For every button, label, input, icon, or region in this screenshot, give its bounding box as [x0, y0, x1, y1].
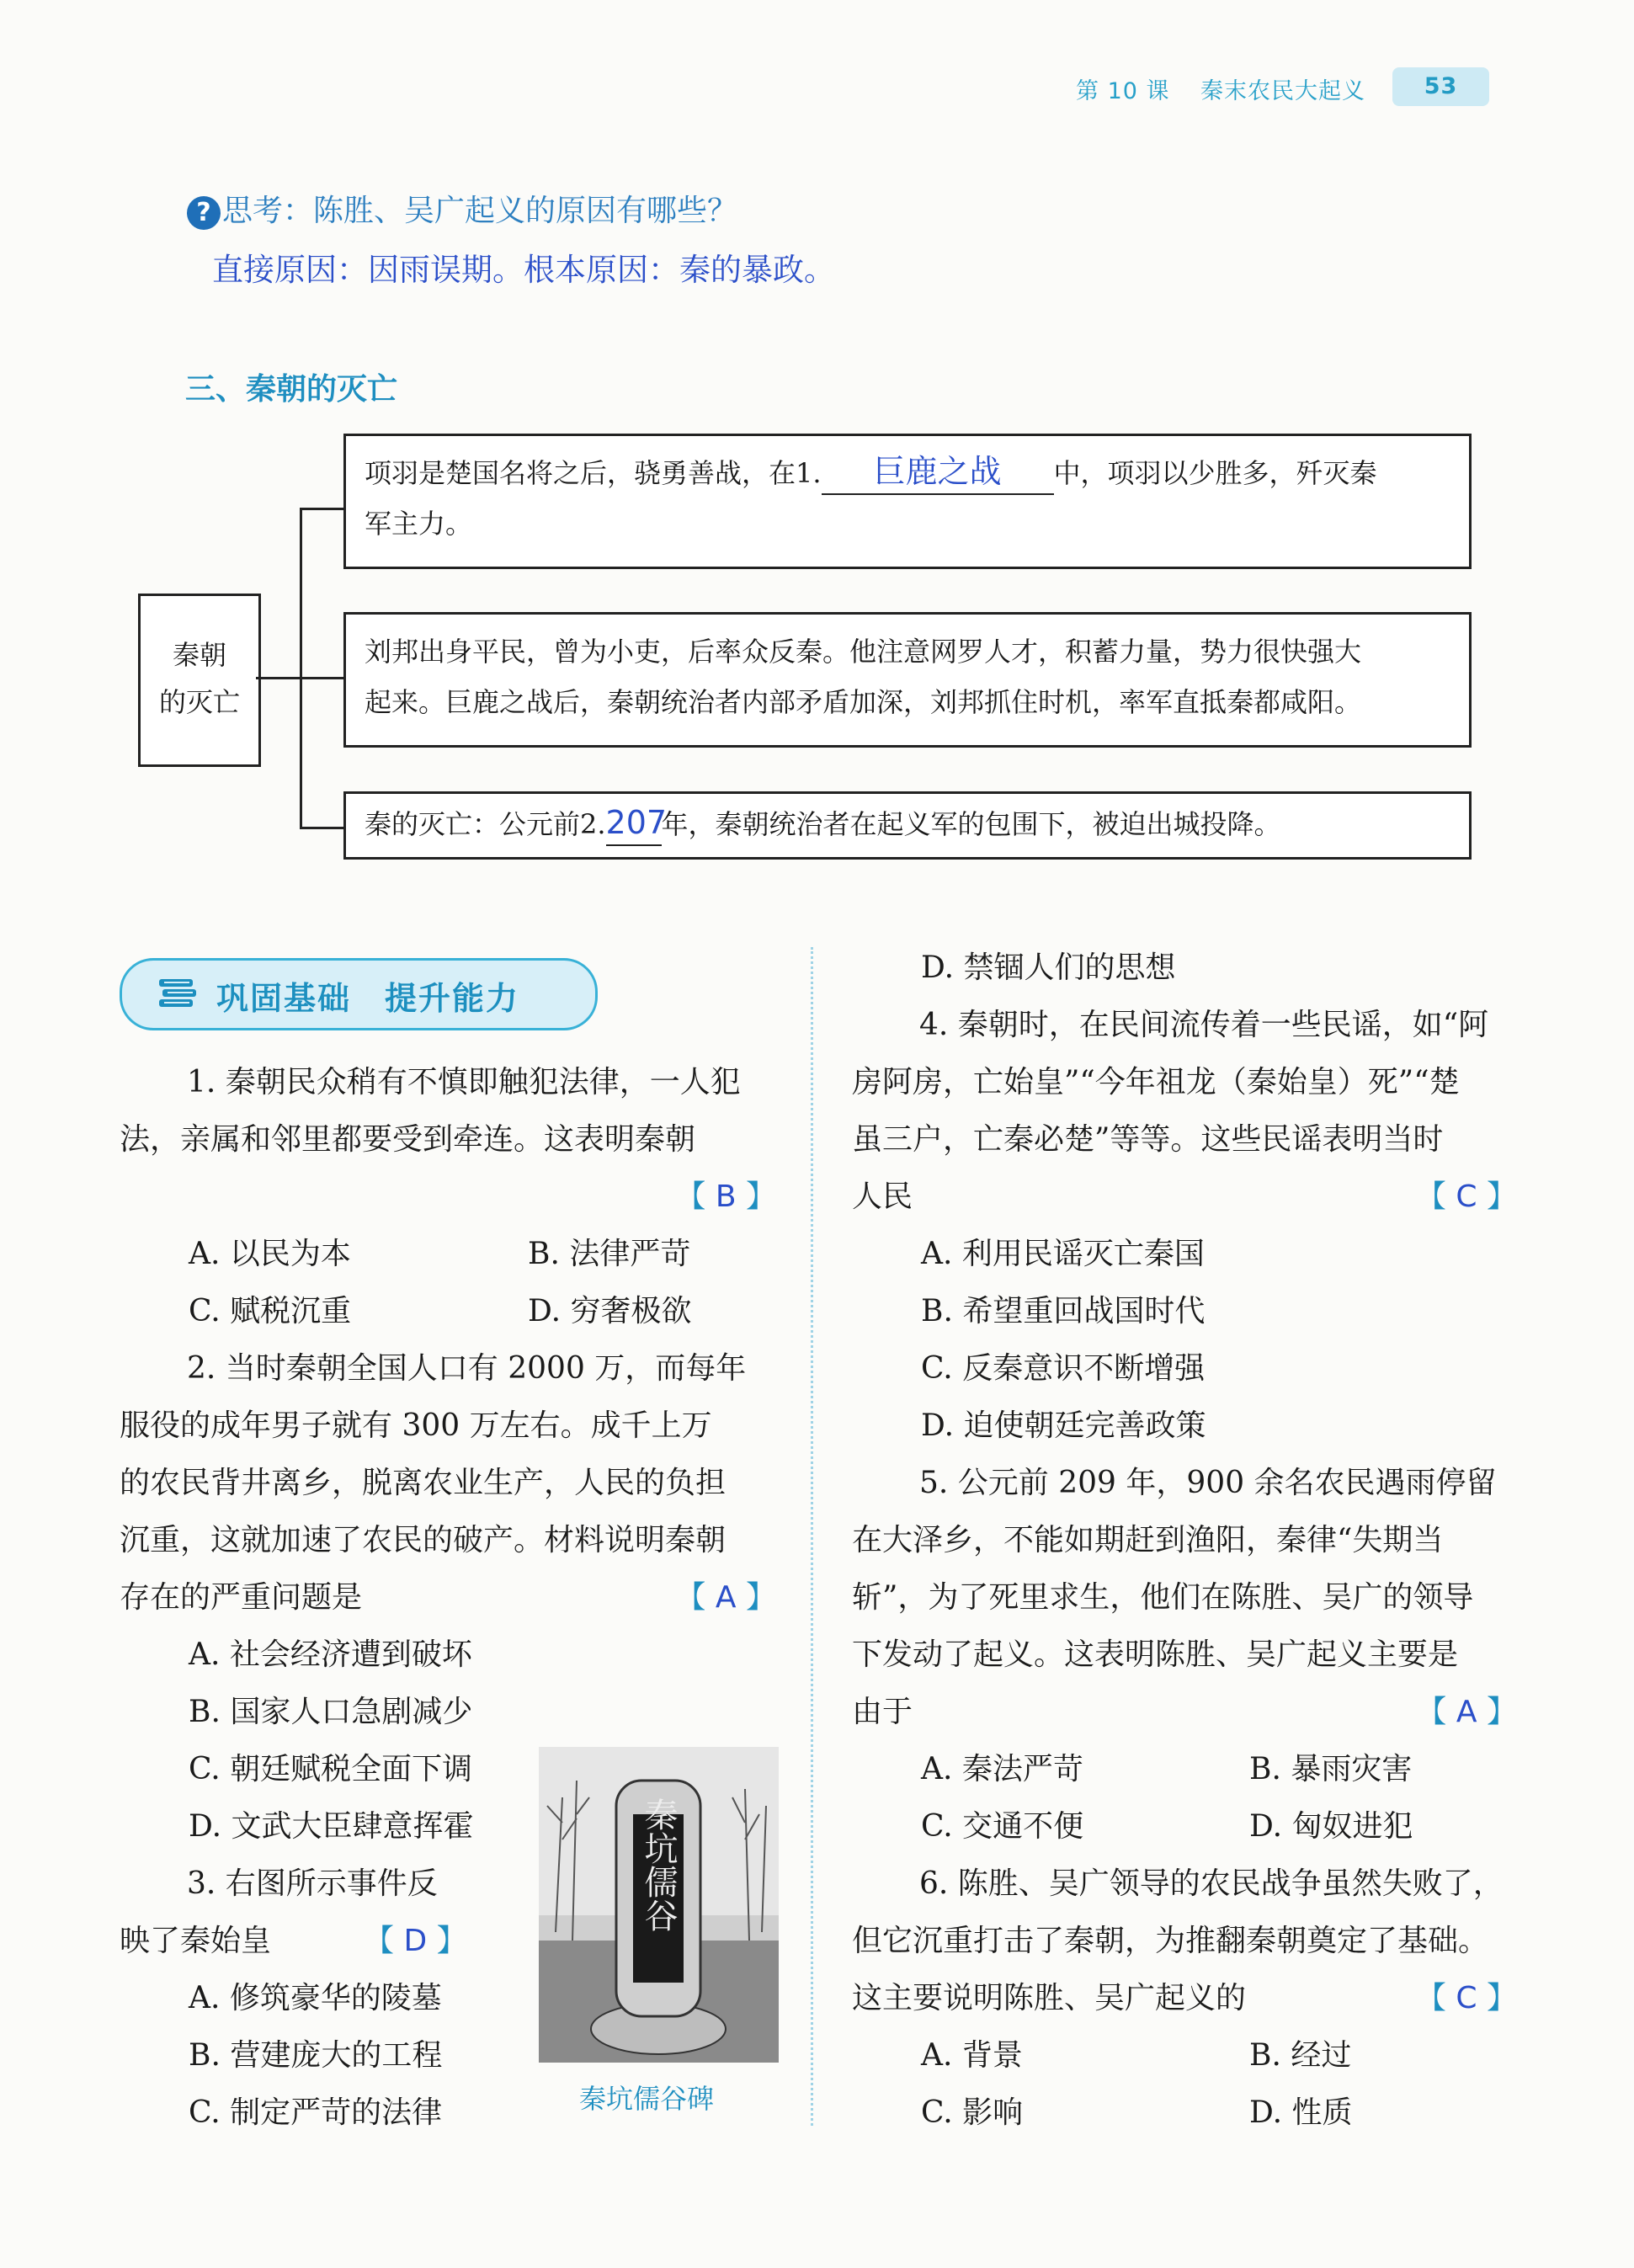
q1-line2: 法，亲属和邻里都要受到牵连。这表明秦朝: [120, 1122, 696, 1157]
q2-line4: 沉重，这就加速了农民的破产。材料说明秦朝: [120, 1523, 727, 1557]
q5-option-b: B. 暴雨灾害: [1249, 1752, 1413, 1786]
q5-option-d: D. 匈奴进犯: [1249, 1809, 1413, 1844]
q6-answer-bracket: 【 C 】: [1415, 1981, 1517, 2015]
q2-line2: 服役的成年男子就有 300 万左右。成千上万: [120, 1408, 712, 1443]
q5-line4: 下发动了起义。这表明陈胜、吴广起义主要是: [852, 1637, 1459, 1672]
q3-line1: 3. 右图所示事件反: [187, 1866, 438, 1901]
q3-line2: 映了秦始皇: [120, 1924, 272, 1958]
q1-answer: B: [715, 1179, 737, 1214]
box3-text: 秦的灭亡：公元前2.: [365, 808, 606, 840]
q6-line1: 6. 陈胜、吴广领导的农民战争虽然失败了，: [919, 1866, 1504, 1901]
q2-option-d: D. 文武大臣肆意挥霍: [189, 1809, 474, 1844]
stele-inscription: 秦坑儒谷: [639, 1797, 678, 1932]
connector: [300, 827, 343, 829]
box1-text-post: 中，项羽以少胜多，歼灭秦: [1053, 457, 1377, 489]
q1-option-a: A. 以民为本: [189, 1237, 351, 1271]
q5-option-c: C. 交通不便: [921, 1809, 1084, 1844]
q4-line4: 人民: [852, 1179, 913, 1214]
root-label-1: 秦朝: [172, 639, 226, 671]
q2-option-a: A. 社会经济遭到破坏: [189, 1637, 472, 1672]
diagram-box-xiangyu: [343, 434, 1472, 569]
box1-text: 项羽是楚国名将之后，骁勇善战，在1.: [365, 457, 822, 489]
q6-option-a: A. 背景: [921, 2038, 1023, 2073]
think-question: 思考：陈胜、吴广起义的原因有哪些？: [222, 194, 738, 228]
q1-option-d: D. 穷奢极欲: [528, 1294, 692, 1328]
lesson-title: 秦末农民大起义: [1200, 78, 1365, 104]
q6-answer: C: [1456, 1981, 1477, 2015]
section-title: 三、秦朝的灭亡: [185, 372, 398, 407]
q4-line2: 房阿房，亡始皇”“今年祖龙（秦始皇）死”“楚: [852, 1065, 1460, 1099]
q6-line2: 但它沉重打击了秦朝，为推翻秦朝奠定了基础。: [852, 1924, 1489, 1958]
practice-banner: [120, 958, 598, 1030]
q2-line5: 存在的严重问题是: [120, 1580, 363, 1615]
page-number: 53: [1392, 67, 1489, 106]
q5-line1: 5. 公元前 209 年，900 余名农民遇雨停留: [919, 1466, 1497, 1500]
q3-option-c: C. 制定严苛的法律: [189, 2095, 443, 2130]
connector: [300, 677, 343, 679]
q3-option-b: B. 营建庞大的工程: [189, 2038, 443, 2073]
q2-line3: 的农民背井离乡，脱离农业生产，人民的负担: [120, 1466, 727, 1500]
connector: [300, 508, 302, 829]
q5-answer: A: [1456, 1695, 1477, 1729]
q5-option-a: A. 秦法严苛: [921, 1752, 1083, 1786]
question-icon: ?: [187, 196, 221, 230]
q1-option-b: B. 法律严苛: [528, 1237, 691, 1271]
right-column: [852, 940, 1517, 2142]
photo-caption: 秦坑儒谷碑: [579, 2083, 715, 2115]
diagram-box-fall: [343, 791, 1472, 860]
diagram-root-box: [138, 594, 261, 767]
q5-line5: 由于: [852, 1695, 913, 1729]
fill-answer-2: 207: [605, 804, 668, 841]
q5-answer-bracket: 【 A 】: [1416, 1695, 1517, 1729]
q1-option-c: C. 赋税沉重: [189, 1294, 352, 1328]
q2-answer: A: [715, 1580, 737, 1615]
q4-answer-bracket: 【 C 】: [1415, 1179, 1517, 1214]
connector: [300, 508, 343, 510]
q4-option-b: B. 希望重回战国时代: [921, 1294, 1206, 1328]
q4-answer: C: [1456, 1179, 1477, 1214]
diagram-box-liubang: [343, 612, 1472, 748]
q5-line2: 在大泽乡，不能如期赶到渔阳，秦律“失期当: [852, 1523, 1444, 1557]
q3-option-d: D. 禁锢人们的思想: [921, 950, 1176, 985]
q2-option-c: C. 朝廷赋税全面下调: [189, 1752, 473, 1786]
q6-line3: 这主要说明陈胜、吴广起义的: [852, 1981, 1247, 2015]
box3-text-post: 年，秦朝统治者在起义军的包围下，被迫出城投降。: [661, 808, 1281, 840]
q2-answer-bracket: 【 A 】: [675, 1580, 776, 1615]
books-icon: [156, 974, 200, 1013]
q3-option-a: A. 修筑豪华的陵墓: [189, 1981, 442, 2015]
q6-option-c: C. 影响: [921, 2095, 1024, 2130]
stele-photo: [539, 1747, 779, 2063]
q1-line1: 1. 秦朝民众稍有不慎即触犯法律，一人犯: [187, 1065, 741, 1099]
lesson-number: 第 10 课: [1076, 78, 1170, 104]
q4-option-a: A. 利用民谣灭亡秦国: [921, 1237, 1205, 1271]
q4-line1: 4. 秦朝时，在民间流传着一些民谣，如“阿: [919, 1008, 1489, 1042]
box2-line1: 刘邦出身平民，曾为小吏，后率众反秦。他注意网罗人才，积蓄力量，势力很快强大: [365, 636, 1362, 668]
q6-option-d: D. 性质: [1249, 2095, 1353, 2130]
q2-option-b: B. 国家人口急剧减少: [189, 1695, 473, 1729]
q5-line3: 斩”，为了死里求生，他们在陈胜、吴广的领导: [852, 1580, 1474, 1615]
box1-line2: 军主力。: [365, 508, 473, 540]
q3-answer: D: [403, 1924, 428, 1958]
think-prompt: [187, 187, 737, 230]
q3-answer-bracket: 【 D 】: [364, 1924, 467, 1958]
q4-line3: 虽三户，亡秦必楚”等等。这些民谣表明当时: [852, 1122, 1444, 1157]
box2-line2: 起来。巨鹿之战后，秦朝统治者内部矛盾加深，刘邦抓住时机，率军直抵秦都咸阳。: [365, 686, 1362, 718]
stele-image: [539, 1747, 779, 2063]
q2-line1: 2. 当时秦朝全国人口有 2000 万，而每年: [187, 1351, 747, 1386]
q4-option-c: C. 反秦意识不断增强: [921, 1351, 1206, 1386]
q6-option-b: B. 经过: [1249, 2038, 1352, 2073]
connector: [256, 677, 302, 679]
banner-title: 巩固基础 提升能力: [216, 980, 520, 1017]
q1-answer-bracket: 【 B 】: [675, 1179, 776, 1214]
think-answer: 直接原因：因雨误期。根本原因：秦的暴政。: [212, 252, 835, 288]
fill-answer-1: 巨鹿之战: [873, 453, 1002, 490]
q4-option-d: D. 迫使朝廷完善政策: [921, 1408, 1206, 1443]
root-label-2: 的灭亡: [158, 686, 240, 718]
column-divider: [811, 947, 813, 2126]
